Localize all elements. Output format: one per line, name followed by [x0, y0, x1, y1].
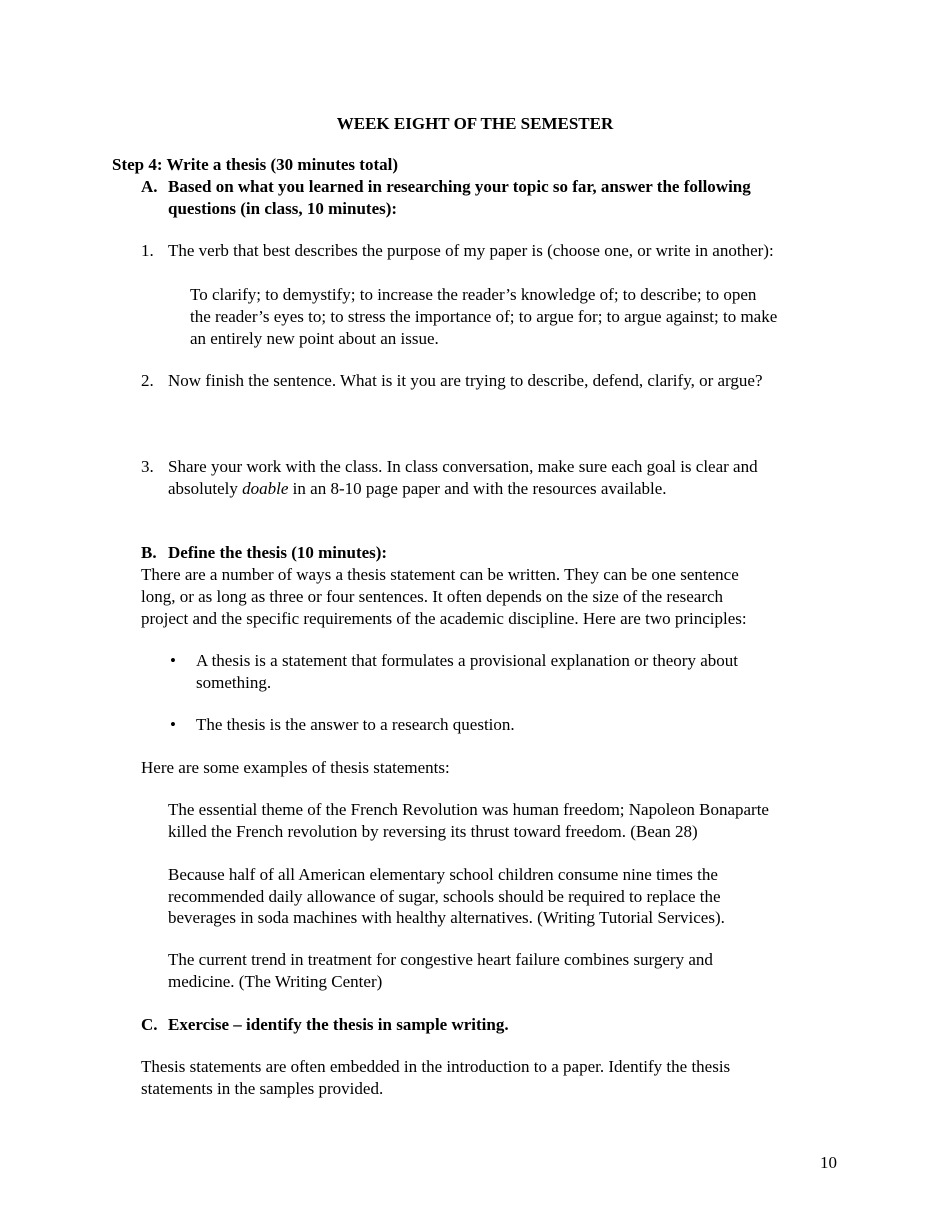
bullet-icon: •	[170, 715, 176, 734]
bullet-text: something.	[196, 673, 272, 692]
paragraph-line: project and the specific requirements of the academic discipline. Here are two principles:	[141, 609, 747, 628]
list-item-text: The verb that best describes the purpose of my paper is (choose one, or write in another):	[168, 241, 774, 260]
list-item-text: Share your work with the class. In class conversation, make sure each goal is clear and	[168, 457, 758, 476]
example-line: The essential theme of the French Revolution was human freedom; Napoleon Bonaparte	[168, 800, 769, 819]
section-a-line: questions (in class, 10 minutes):	[168, 199, 398, 218]
example-line: medicine. (The Writing Center)	[168, 972, 383, 991]
section-a-line: Based on what you learned in researching your topic so far, answer the following	[168, 177, 751, 196]
emphasis-word: doable	[242, 479, 289, 498]
example-line: The current trend in treatment for congestive heart failure combines surgery and	[168, 950, 713, 969]
examples-intro: Here are some examples of thesis statements:	[141, 758, 450, 777]
list-number: 3.	[141, 457, 154, 476]
paragraph-line: statements in the samples provided.	[141, 1079, 384, 1098]
paragraph-line: Thesis statements are often embedded in the introduction to a paper. Identify the thesis	[141, 1057, 731, 1076]
section-c-heading: Exercise – identify the thesis in sample writing.	[168, 1015, 509, 1034]
verbs-line: an entirely new point about an issue.	[190, 329, 439, 348]
bullet-text: The thesis is the answer to a research question.	[196, 715, 515, 734]
paragraph-line: long, or as long as three or four sentences. It often depends on the size of the research	[141, 587, 724, 606]
section-b-label: B.	[141, 543, 157, 562]
example-line: Because half of all American elementary school children consume nine times the	[168, 865, 718, 884]
list-number: 1.	[141, 241, 154, 260]
step-heading: Step 4: Write a thesis (30 minutes total)	[112, 155, 398, 174]
verbs-line: the reader’s eyes to; to stress the importance of; to argue for; to argue against; to make	[190, 307, 778, 326]
list-item-text: Now finish the sentence. What is it you are trying to describe, defend, clarify, or argue?	[168, 371, 763, 390]
bullet-text: A thesis is a statement that formulates a provisional explanation or theory about	[196, 651, 738, 670]
page-title: WEEK EIGHT OF THE SEMESTER	[336, 114, 614, 133]
example-line: recommended daily allowance of sugar, schools should be required to replace the	[168, 887, 721, 906]
text-run: in an 8-10 page paper and with the resources available.	[288, 479, 667, 498]
page-number: 10	[820, 1153, 837, 1172]
section-a-label: A.	[141, 177, 158, 196]
example-line: killed the French revolution by reversing its thrust toward freedom. (Bean 28)	[168, 822, 698, 841]
verbs-line: To clarify; to demystify; to increase the reader’s knowledge of; to describe; to open	[190, 285, 757, 304]
list-item-text	[168, 478, 667, 500]
list-number: 2.	[141, 371, 154, 390]
section-c-label: C.	[141, 1015, 158, 1034]
example-line: beverages in soda machines with healthy alternatives. (Writing Tutorial Services).	[168, 908, 725, 927]
section-b-heading: Define the thesis (10 minutes):	[168, 543, 388, 562]
bullet-icon: •	[170, 651, 176, 670]
paragraph-line: There are a number of ways a thesis statement can be written. They can be one sentence	[141, 565, 739, 584]
text-run: absolutely	[168, 479, 243, 498]
